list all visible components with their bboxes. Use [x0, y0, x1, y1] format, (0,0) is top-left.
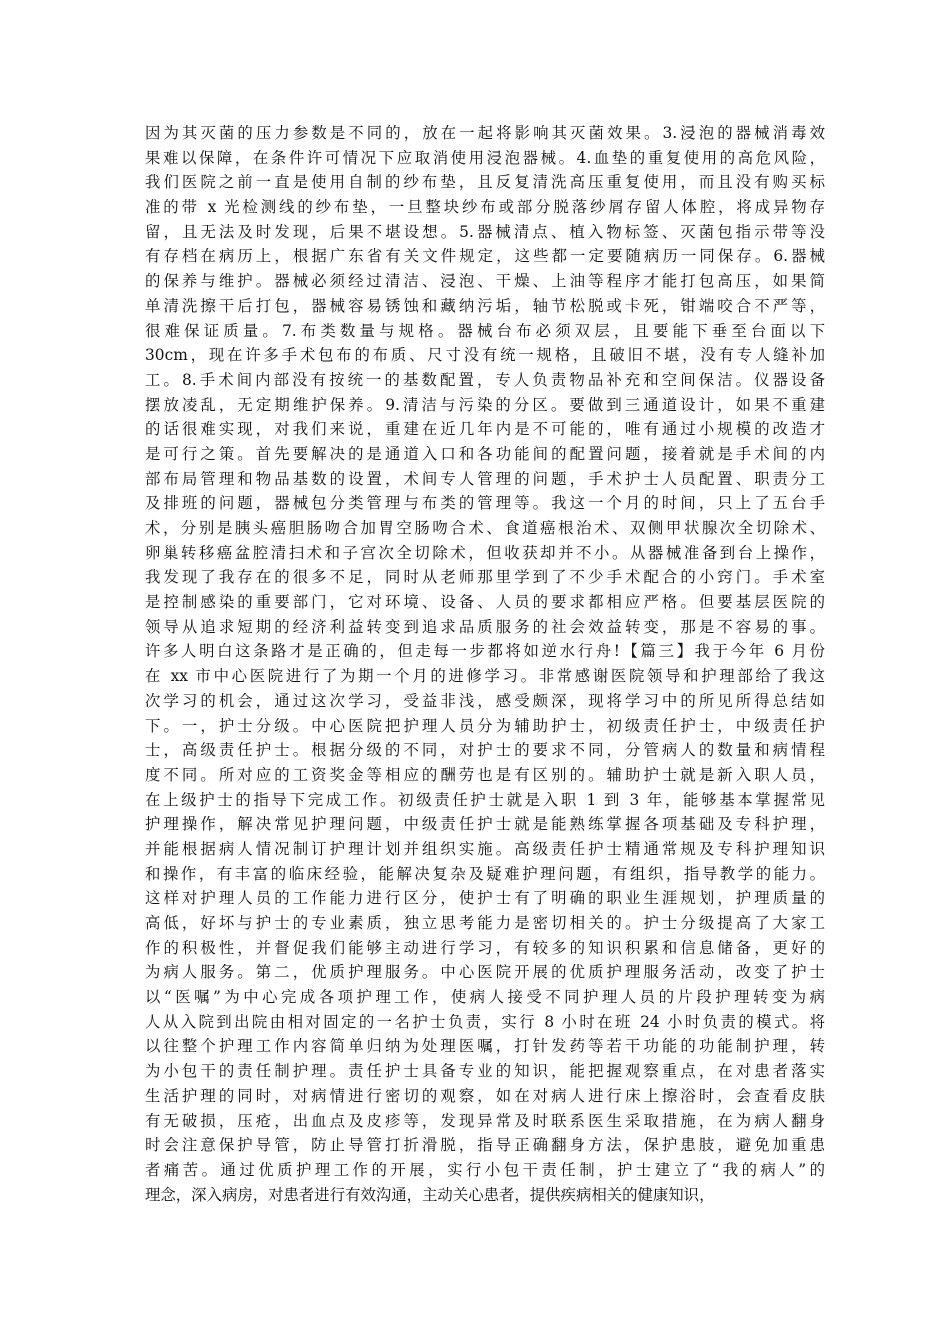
- text-line: 生活护理的同时，对病情进行密切的观察，如在对病人进行床上擦浴时，会查看皮肤: [145, 1086, 825, 1105]
- text-line: 是可行之策。首先要解决的是通道入口和各功能间的配置问题，接着就是手术间的内: [145, 444, 825, 463]
- text-line: 在 xx 市中心医院进行了为期一个月的进修学习。非常感谢医院领导和护理部给了我这: [145, 667, 825, 686]
- text-line: 下。一，护士分级。中心医院把护理人员分为辅助护士，初级责任护士，中级责任护: [145, 716, 825, 735]
- text-line: 摆放凌乱，无定期维护保养。9.清洁与污染的分区。要做到三通道设计，如果不重建: [145, 395, 825, 414]
- text-line: 次学习的机会，通过这次学习，受益非浅，感受颇深，现将学习中的所见所得总结如: [145, 691, 825, 710]
- text-line: 人从入院到出院由相对固定的一名护士负责，实行 8 小时在班 24 小时负责的模式。将: [145, 1012, 825, 1031]
- text-line: 许多人明白这条路才是正确的，但走每一步都将如逆水行舟!【篇三】我于今年 6 月份: [145, 642, 825, 661]
- text-line: 和操作，有丰富的临床经验，能解决复杂及疑难护理问题，有组织，指导教学的能力。: [145, 864, 825, 883]
- text-line: 果难以保障，在条件许可情况下应取消使用浸泡器械。4.血垫的重复使用的高危风险，: [145, 148, 825, 167]
- text-line: 及排班的问题，器械包分类管理与布类的管理等。我这一个月的时间，只上了五台手: [145, 494, 825, 513]
- text-line: 时会注意保护导管，防止导管打折滑脱，指导正确翻身方法，保护患肢，避免加重患: [145, 1136, 825, 1155]
- text-line: 为病人服务。第二，优质护理服务。中心医院开展的优质护理服务活动，改变了护士: [145, 963, 825, 982]
- text-line: 准的带 x 光检测线的纱布垫，一旦整块纱布或部分脱落纱屑存留人体腔，将成异物存: [145, 198, 825, 217]
- text-line: 这样对护理人员的工作能力进行区分，使护士有了明确的职业生涯规划，护理质量的: [145, 889, 825, 908]
- text-line: 是控制感染的重要部门，它对环境、设备、人员的要求都相应严格。但要基层医院的: [145, 593, 825, 612]
- text-line: 术，分别是胰头癌胆肠吻合加胃空肠吻合术、食道癌根治术、双侧甲状腺次全切除术、: [145, 519, 825, 537]
- text-line: 在上级护士的指导下完成工作。初级责任护士就是入职 1 到 3 年，能够基本掌握常见: [145, 790, 825, 809]
- text-line: 因为其灭菌的压力参数是不同的，放在一起将影响其灭菌效果。3.浸泡的器械消毒效: [145, 124, 825, 142]
- text-line: 的话很难实现，对我们来说，重建在近几年内是不可能的，唯有通过小规模的改造才: [145, 420, 825, 439]
- text-line: 卵巢转移癌盆腔清扫术和子宫次全切除术，但收获却并不小。从器械准备到台上操作，: [145, 543, 825, 562]
- text-line: 以往整个护理工作内容简单归纳为处理医嘱，打针发药等若干功能的功能制护理，转: [145, 1037, 825, 1056]
- text-line: 部布局管理和物品基数的设置，术间专人管理的问题，手术护士人员配置、职责分工: [145, 469, 825, 488]
- text-line: 很难保证质量。7.布类数量与规格。器械台布必须双层，且要能下垂至台面以下: [145, 321, 825, 340]
- text-line: 留，且无法及时发现，后果不堪设想。5.器械清点、植入物标签、灭菌包指示带等没: [145, 222, 825, 241]
- text-line: 度不同。所对应的工资奖金等相应的酬劳也是有区别的。辅助护士就是新入职人员，: [145, 765, 825, 784]
- text-line: 士，高级责任护士。根据分级的不同，对护士的要求不同，分管病人的数量和病情程: [145, 741, 825, 760]
- text-line: 的保养与维护。器械必须经过清洁、浸泡、干燥、上油等程序才能打包高压，如果简: [145, 272, 825, 291]
- text-line: 者痛苦。通过优质护理工作的开展，实行小包干责任制，护士建立了“我的病人”的: [145, 1160, 825, 1179]
- document-body: [145, 121, 825, 1207]
- text-line: 单清洗擦干后打包，器械容易锈蚀和藏纳污垢，轴节松脱或卡死，钳端咬合不严等，: [145, 296, 825, 315]
- text-line: 并能根据病人情况制订护理计划并组织实施。高级责任护士精通常规及专科护理知识: [145, 839, 825, 858]
- text-line: 我们医院之前一直是使用自制的纱布垫，且反复清洗高压重复使用，而且没有购买标: [145, 173, 825, 192]
- text-line: 我发现了我存在的很多不足，同时从老师那里学到了不少手术配合的小窍门。手术室: [145, 568, 825, 587]
- text-line: 有存档在病历上，根据广东省有关文件规定，这些都一定要随病历一同保存。6.器械: [145, 247, 825, 266]
- text-line: 为小包干的责任制护理。责任护士具备专业的知识，能把握观察重点，在对患者落实: [145, 1062, 825, 1081]
- text-line: 工。8.手术间内部没有按统一的基数配置，专人负责物品补充和空间保洁。仪器设备: [145, 370, 825, 389]
- text-line: 护理操作，解决常见护理问题，中级责任护士就是能熟练掌握各项基础及专科护理，: [145, 815, 825, 834]
- text-line: 以“医嘱”为中心完成各项护理工作，使病人接受不同护理人员的片段护理转变为病: [145, 988, 825, 1007]
- text-line: 作的积极性，并督促我们能够主动进行学习，有较多的知识积累和信息储备，更好的: [145, 938, 825, 957]
- text-line: 领导从追求短期的经济利益转变到追求品质服务的社会效益转变，那是不容易的事。: [145, 617, 825, 636]
- text-line: 有无破损，压疮，出血点及皮疹等，发现异常及时联系医生采取措施，在为病人翻身: [145, 1111, 825, 1130]
- text-line: 理念，深入病房，对患者进行有效沟通，主动关心患者，提供疾病相关的健康知识，: [145, 1185, 715, 1204]
- text-line: 高低，好坏与护士的专业素质，独立思考能力是密切相关的。护士分级提高了大家工: [145, 914, 825, 932]
- text-line: 30cm，现在许多手术包布的布质、尺寸没有统一规格，且破旧不堪，没有专人缝补加: [145, 346, 825, 365]
